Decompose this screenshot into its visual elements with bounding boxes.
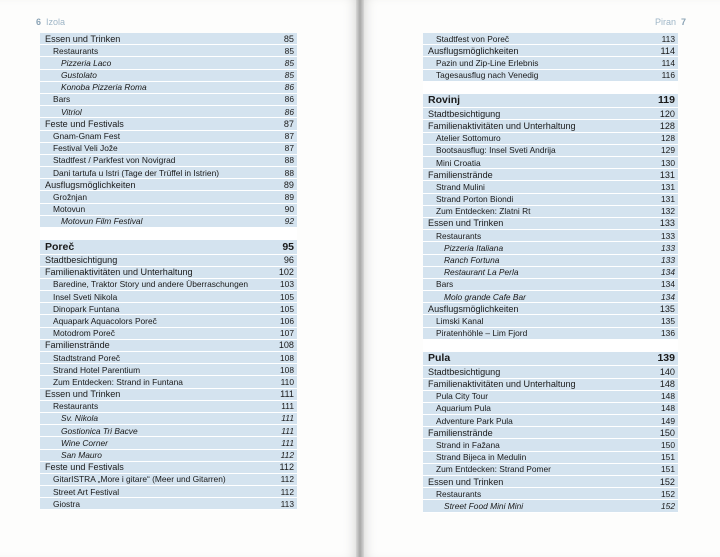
toc-entry-page-number: 111 bbox=[281, 401, 294, 412]
toc-entry-title: Stadtbesichtigung bbox=[428, 366, 501, 377]
toc-entry-page-number: 92 bbox=[284, 216, 294, 227]
toc-entry bbox=[423, 427, 678, 439]
toc-entry-page-number: 148 bbox=[661, 403, 675, 414]
toc-city-heading bbox=[423, 94, 678, 109]
toc-entry-page-number: 107 bbox=[280, 328, 294, 339]
toc-entry-title: Atelier Sottomuro bbox=[436, 133, 501, 144]
toc-entry-title: Festival Veli Jože bbox=[53, 143, 118, 154]
left-table-of-contents bbox=[40, 33, 297, 510]
toc-entry-page-number: 128 bbox=[661, 133, 675, 144]
toc-entry-title: Feste und Festivals bbox=[45, 118, 124, 129]
toc-entry-title: Poreč bbox=[45, 240, 75, 253]
toc-entry-title: Restaurant La Perla bbox=[444, 267, 519, 278]
toc-entry-title: Restaurants bbox=[436, 230, 482, 241]
toc-entry-title: Zum Entdecken: Zlatni Rt bbox=[436, 206, 531, 217]
toc-entry-title: Stadtstrand Poreč bbox=[53, 352, 121, 363]
toc-entry-page-number: 87 bbox=[284, 143, 294, 154]
toc-entry-title: Wine Corner bbox=[61, 437, 108, 448]
toc-entry-title: Stadtbesichtigung bbox=[45, 255, 118, 265]
toc-entry-title: Konoba Pizzeria Roma bbox=[61, 82, 147, 93]
toc-entry-page-number: 112 bbox=[280, 474, 294, 485]
toc-entry-page-number: 111 bbox=[281, 425, 294, 436]
toc-entry bbox=[423, 315, 678, 327]
toc-entry-page-number: 114 bbox=[660, 45, 675, 56]
toc-entry-title: Stadtfest / Parkfest von Novigrad bbox=[53, 155, 176, 166]
toc-entry-title: Strand in Fažana bbox=[436, 439, 500, 450]
toc-entry bbox=[423, 120, 678, 132]
toc-entry bbox=[40, 279, 297, 291]
toc-entry-page-number: 103 bbox=[280, 279, 294, 290]
toc-entry-page-number: 85 bbox=[284, 57, 294, 68]
toc-entry-page-number: 129 bbox=[661, 145, 675, 156]
toc-entry-page-number: 86 bbox=[284, 94, 294, 105]
toc-entry bbox=[40, 57, 297, 69]
toc-entry-title: Giostra bbox=[53, 498, 80, 509]
left-running-title: Izola bbox=[46, 17, 66, 27]
toc-entry-page-number: 105 bbox=[280, 303, 294, 314]
right-table-of-contents bbox=[423, 33, 678, 513]
toc-entry bbox=[40, 33, 297, 45]
toc-entry-title: Gnam-Gnam Fest bbox=[53, 131, 121, 141]
toc-entry bbox=[423, 206, 678, 218]
toc-entry-page-number: 133 bbox=[659, 218, 675, 229]
toc-entry bbox=[40, 267, 297, 279]
toc-entry-page-number: 112 bbox=[279, 462, 294, 473]
toc-entry-title: Motovun bbox=[53, 204, 86, 215]
toc-entry-page-number: 102 bbox=[278, 267, 294, 278]
toc-entry-title: Street Art Festival bbox=[53, 486, 120, 497]
toc-entry bbox=[40, 498, 297, 510]
toc-entry bbox=[40, 328, 297, 340]
toc-entry bbox=[423, 108, 678, 120]
toc-entry bbox=[40, 364, 297, 376]
toc-entry bbox=[40, 474, 297, 486]
toc-entry bbox=[40, 167, 297, 179]
toc-entry-page-number: 113 bbox=[661, 33, 675, 44]
toc-entry-title: Grožnjan bbox=[53, 191, 87, 202]
toc-entry bbox=[40, 143, 297, 155]
toc-entry-page-number: 87 bbox=[284, 131, 294, 141]
toc-entry bbox=[40, 376, 297, 388]
toc-entry bbox=[40, 303, 297, 315]
toc-entry bbox=[40, 94, 297, 106]
toc-entry-page-number: 151 bbox=[661, 464, 675, 475]
toc-entry-page-number: 95 bbox=[282, 240, 294, 253]
toc-entry-page-number: 87 bbox=[283, 118, 294, 129]
toc-entry-title: Aquapark Aquacolors Poreč bbox=[53, 315, 157, 326]
toc-entry-title: Pula City Tour bbox=[436, 391, 488, 402]
toc-entry-page-number: 133 bbox=[661, 255, 675, 265]
toc-entry-page-number: 86 bbox=[284, 82, 294, 93]
toc-entry-title: Pizzeria Italiana bbox=[444, 242, 504, 253]
toc-entry-page-number: 148 bbox=[661, 391, 675, 402]
toc-entry-title: Stadtfest von Poreč bbox=[436, 33, 510, 44]
toc-entry-title: Insel Sveti Nikola bbox=[53, 291, 118, 302]
toc-entry bbox=[423, 194, 678, 206]
toc-entry bbox=[40, 462, 297, 474]
toc-entry bbox=[423, 500, 678, 512]
toc-entry-title: San Mauro bbox=[61, 450, 102, 460]
toc-entry-title: Motovun Film Festival bbox=[61, 216, 143, 227]
toc-entry-title: Ausflugsmöglichkeiten bbox=[45, 179, 136, 190]
toc-entry-title: Essen und Trinken bbox=[428, 476, 504, 487]
toc-entry bbox=[423, 70, 678, 82]
toc-entry-title: Feste und Festivals bbox=[45, 462, 124, 473]
toc-entry-title: Strand Mulini bbox=[436, 181, 485, 192]
toc-entry bbox=[423, 267, 678, 279]
toc-entry-title: Piratenhöhle – Lim Fjord bbox=[436, 328, 528, 339]
toc-entry-title: Essen und Trinken bbox=[45, 389, 121, 400]
book-gutter bbox=[356, 0, 364, 557]
toc-entry bbox=[423, 242, 678, 254]
toc-entry-page-number: 136 bbox=[661, 328, 675, 339]
toc-entry bbox=[423, 476, 678, 488]
toc-entry-title: Dani tartufa u Istri (Tage der Trüffel in Istrien) bbox=[53, 167, 220, 178]
right-running-head bbox=[655, 17, 686, 27]
toc-entry-title: Gostionica Tri Bacve bbox=[61, 425, 138, 436]
right-page-number: 7 bbox=[680, 17, 686, 27]
toc-entry bbox=[423, 279, 678, 291]
toc-entry-title: Mini Croatia bbox=[436, 157, 481, 168]
toc-entry bbox=[423, 415, 678, 427]
toc-city-heading bbox=[423, 352, 678, 367]
toc-entry-title: Essen und Trinken bbox=[45, 33, 121, 44]
toc-entry bbox=[40, 413, 297, 425]
toc-entry-page-number: 133 bbox=[661, 242, 675, 253]
toc-entry bbox=[423, 391, 678, 403]
toc-entry-page-number: 88 bbox=[284, 167, 294, 178]
toc-entry-page-number: 111 bbox=[281, 437, 294, 448]
toc-entry-page-number: 112 bbox=[280, 450, 294, 460]
toc-entry-title: Molo grande Cafe Bar bbox=[444, 291, 526, 302]
toc-entry-page-number: 140 bbox=[659, 366, 675, 377]
toc-entry-page-number: 114 bbox=[661, 57, 675, 68]
toc-entry-page-number: 150 bbox=[661, 439, 675, 450]
toc-entry-title: Familienaktivitäten und Unterhaltung bbox=[428, 120, 576, 131]
toc-entry-title: Gustolato bbox=[61, 70, 97, 81]
toc-entry bbox=[423, 145, 678, 157]
toc-entry-title: Baredine, Traktor Story und andere Überraschungen bbox=[53, 279, 249, 290]
toc-entry bbox=[40, 45, 297, 57]
toc-entry-page-number: 111 bbox=[280, 389, 294, 400]
toc-entry-title: Familienaktivitäten und Unterhaltung bbox=[428, 379, 576, 389]
toc-entry-page-number: 108 bbox=[280, 364, 294, 375]
toc-entry-page-number: 152 bbox=[659, 476, 675, 487]
toc-entry-page-number: 111 bbox=[281, 413, 294, 424]
toc-entry bbox=[423, 218, 678, 230]
toc-entry bbox=[40, 340, 297, 352]
toc-entry-page-number: 131 bbox=[659, 169, 675, 180]
toc-entry bbox=[40, 131, 297, 143]
toc-entry-title: Strand Bijeca in Medulin bbox=[436, 452, 527, 463]
toc-entry-page-number: 96 bbox=[283, 255, 294, 265]
toc-entry-title: Sv. Nikola bbox=[61, 413, 99, 424]
section-spacer bbox=[423, 82, 678, 94]
toc-entry-title: Ausflugsmöglichkeiten bbox=[428, 303, 519, 314]
toc-entry-page-number: 116 bbox=[661, 70, 675, 81]
toc-entry bbox=[423, 169, 678, 181]
toc-entry-page-number: 128 bbox=[659, 120, 675, 131]
toc-entry-title: Aquarium Pula bbox=[436, 403, 491, 414]
toc-entry bbox=[423, 303, 678, 315]
toc-entry-title: Pazin und Zip-Line Erlebnis bbox=[436, 57, 539, 68]
toc-entry-page-number: 134 bbox=[661, 267, 675, 278]
toc-entry-page-number: 108 bbox=[280, 352, 294, 363]
toc-entry-title: Bootsausflug: Insel Sveti Andrija bbox=[436, 145, 556, 156]
toc-entry-page-number: 134 bbox=[661, 291, 675, 302]
toc-entry-title: Restaurants bbox=[53, 45, 99, 56]
toc-entry-page-number: 85 bbox=[284, 45, 294, 56]
toc-entry-title: Zum Entdecken: Strand Pomer bbox=[436, 464, 551, 475]
toc-entry-page-number: 132 bbox=[661, 206, 675, 217]
toc-entry-title: GitarISTRA „More i gitare“ (Meer und Gitarren) bbox=[53, 474, 226, 485]
toc-entry-title: Limski Kanal bbox=[436, 315, 484, 326]
toc-entry-page-number: 120 bbox=[659, 108, 675, 119]
toc-entry-title: Familienstrände bbox=[428, 169, 493, 180]
toc-entry-title: Motodrom Poreč bbox=[53, 328, 115, 339]
toc-entry-title: Stadtbesichtigung bbox=[428, 108, 501, 119]
toc-entry-page-number: 139 bbox=[657, 352, 675, 365]
toc-entry-page-number: 106 bbox=[280, 315, 294, 326]
toc-entry-page-number: 86 bbox=[284, 106, 294, 117]
toc-entry-page-number: 89 bbox=[283, 179, 294, 190]
toc-entry bbox=[40, 191, 297, 203]
toc-entry-title: Dinopark Funtana bbox=[53, 303, 120, 314]
toc-entry-page-number: 152 bbox=[661, 488, 675, 499]
toc-entry-page-number: 85 bbox=[284, 70, 294, 81]
toc-entry-page-number: 135 bbox=[661, 315, 675, 326]
toc-entry bbox=[40, 255, 297, 267]
toc-entry bbox=[423, 366, 678, 378]
toc-entry-page-number: 108 bbox=[278, 340, 294, 351]
toc-entry-page-number: 151 bbox=[661, 452, 675, 463]
toc-entry-title: Essen und Trinken bbox=[428, 218, 504, 229]
toc-entry-title: Adventure Park Pula bbox=[436, 415, 513, 426]
toc-entry bbox=[40, 437, 297, 449]
toc-entry bbox=[423, 452, 678, 464]
toc-entry-page-number: 90 bbox=[284, 204, 294, 215]
toc-entry-page-number: 119 bbox=[658, 94, 675, 107]
toc-entry-title: Restaurants bbox=[436, 488, 482, 499]
toc-entry bbox=[423, 181, 678, 193]
toc-entry bbox=[40, 106, 297, 118]
toc-entry-page-number: 88 bbox=[284, 155, 294, 166]
toc-entry-title: Familienstrände bbox=[45, 340, 110, 351]
toc-entry-title: Pizzeria Laco bbox=[61, 57, 112, 68]
toc-entry bbox=[423, 291, 678, 303]
toc-entry-title: Pula bbox=[428, 352, 451, 365]
toc-city-heading bbox=[40, 240, 297, 255]
toc-entry-title: Ausflugsmöglichkeiten bbox=[428, 45, 519, 56]
toc-entry bbox=[423, 379, 678, 391]
section-spacer bbox=[40, 228, 297, 240]
toc-entry bbox=[40, 70, 297, 82]
toc-entry-title: Strand Hotel Parentium bbox=[53, 364, 141, 375]
toc-entry bbox=[40, 450, 297, 462]
toc-entry-page-number: 148 bbox=[659, 379, 675, 389]
toc-entry bbox=[40, 425, 297, 437]
toc-entry bbox=[423, 255, 678, 267]
toc-entry bbox=[40, 179, 297, 191]
toc-entry-title: Strand Porton Biondi bbox=[436, 194, 514, 205]
toc-entry bbox=[40, 389, 297, 401]
toc-entry-page-number: 85 bbox=[283, 33, 294, 44]
left-running-head bbox=[36, 17, 65, 27]
toc-entry bbox=[423, 33, 678, 45]
toc-entry bbox=[40, 401, 297, 413]
toc-entry-page-number: 89 bbox=[284, 191, 294, 202]
toc-entry-title: Zum Entdecken: Strand in Funtana bbox=[53, 376, 183, 387]
toc-entry bbox=[423, 157, 678, 169]
toc-entry bbox=[40, 118, 297, 130]
toc-entry-title: Restaurants bbox=[53, 401, 99, 412]
toc-entry bbox=[40, 315, 297, 327]
toc-entry-title: Street Food Mini Mini bbox=[444, 500, 524, 511]
toc-entry bbox=[40, 216, 297, 228]
toc-entry bbox=[40, 204, 297, 216]
toc-entry-title: Bars bbox=[53, 94, 71, 105]
right-running-title: Piran bbox=[654, 17, 676, 27]
toc-entry-page-number: 149 bbox=[661, 415, 675, 426]
toc-entry bbox=[40, 82, 297, 94]
section-spacer bbox=[423, 340, 678, 352]
toc-entry-page-number: 131 bbox=[661, 194, 675, 205]
toc-entry-page-number: 152 bbox=[661, 500, 675, 511]
toc-entry bbox=[423, 488, 678, 500]
toc-entry-page-number: 110 bbox=[280, 376, 294, 387]
toc-entry-title: Bars bbox=[436, 279, 454, 290]
toc-entry-page-number: 113 bbox=[280, 498, 294, 509]
toc-entry-page-number: 150 bbox=[659, 427, 675, 438]
toc-entry-page-number: 134 bbox=[661, 279, 675, 290]
toc-entry bbox=[423, 45, 678, 57]
toc-entry bbox=[40, 291, 297, 303]
left-page-number: 6 bbox=[36, 17, 42, 27]
toc-entry bbox=[423, 230, 678, 242]
toc-entry-title: Vitriol bbox=[61, 106, 82, 117]
toc-entry bbox=[423, 403, 678, 415]
toc-entry-title: Familienaktivitäten und Unterhaltung bbox=[45, 267, 193, 278]
toc-entry bbox=[40, 352, 297, 364]
toc-entry bbox=[423, 464, 678, 476]
toc-entry-title: Familienstrände bbox=[428, 427, 493, 438]
toc-entry-title: Rovinj bbox=[428, 94, 461, 107]
toc-entry-page-number: 135 bbox=[659, 303, 675, 314]
toc-entry bbox=[423, 57, 678, 69]
toc-entry-page-number: 131 bbox=[661, 181, 675, 192]
toc-entry-page-number: 105 bbox=[280, 291, 294, 302]
toc-entry bbox=[40, 486, 297, 498]
toc-entry bbox=[40, 155, 297, 167]
toc-entry-title: Ranch Fortuna bbox=[444, 255, 500, 265]
toc-entry bbox=[423, 133, 678, 145]
toc-entry-title: Tagesausflug nach Venedig bbox=[436, 70, 539, 81]
toc-entry bbox=[423, 439, 678, 451]
toc-entry-page-number: 133 bbox=[661, 230, 675, 241]
toc-entry-page-number: 130 bbox=[661, 157, 675, 168]
toc-entry-page-number: 112 bbox=[280, 486, 294, 497]
toc-entry bbox=[423, 328, 678, 340]
